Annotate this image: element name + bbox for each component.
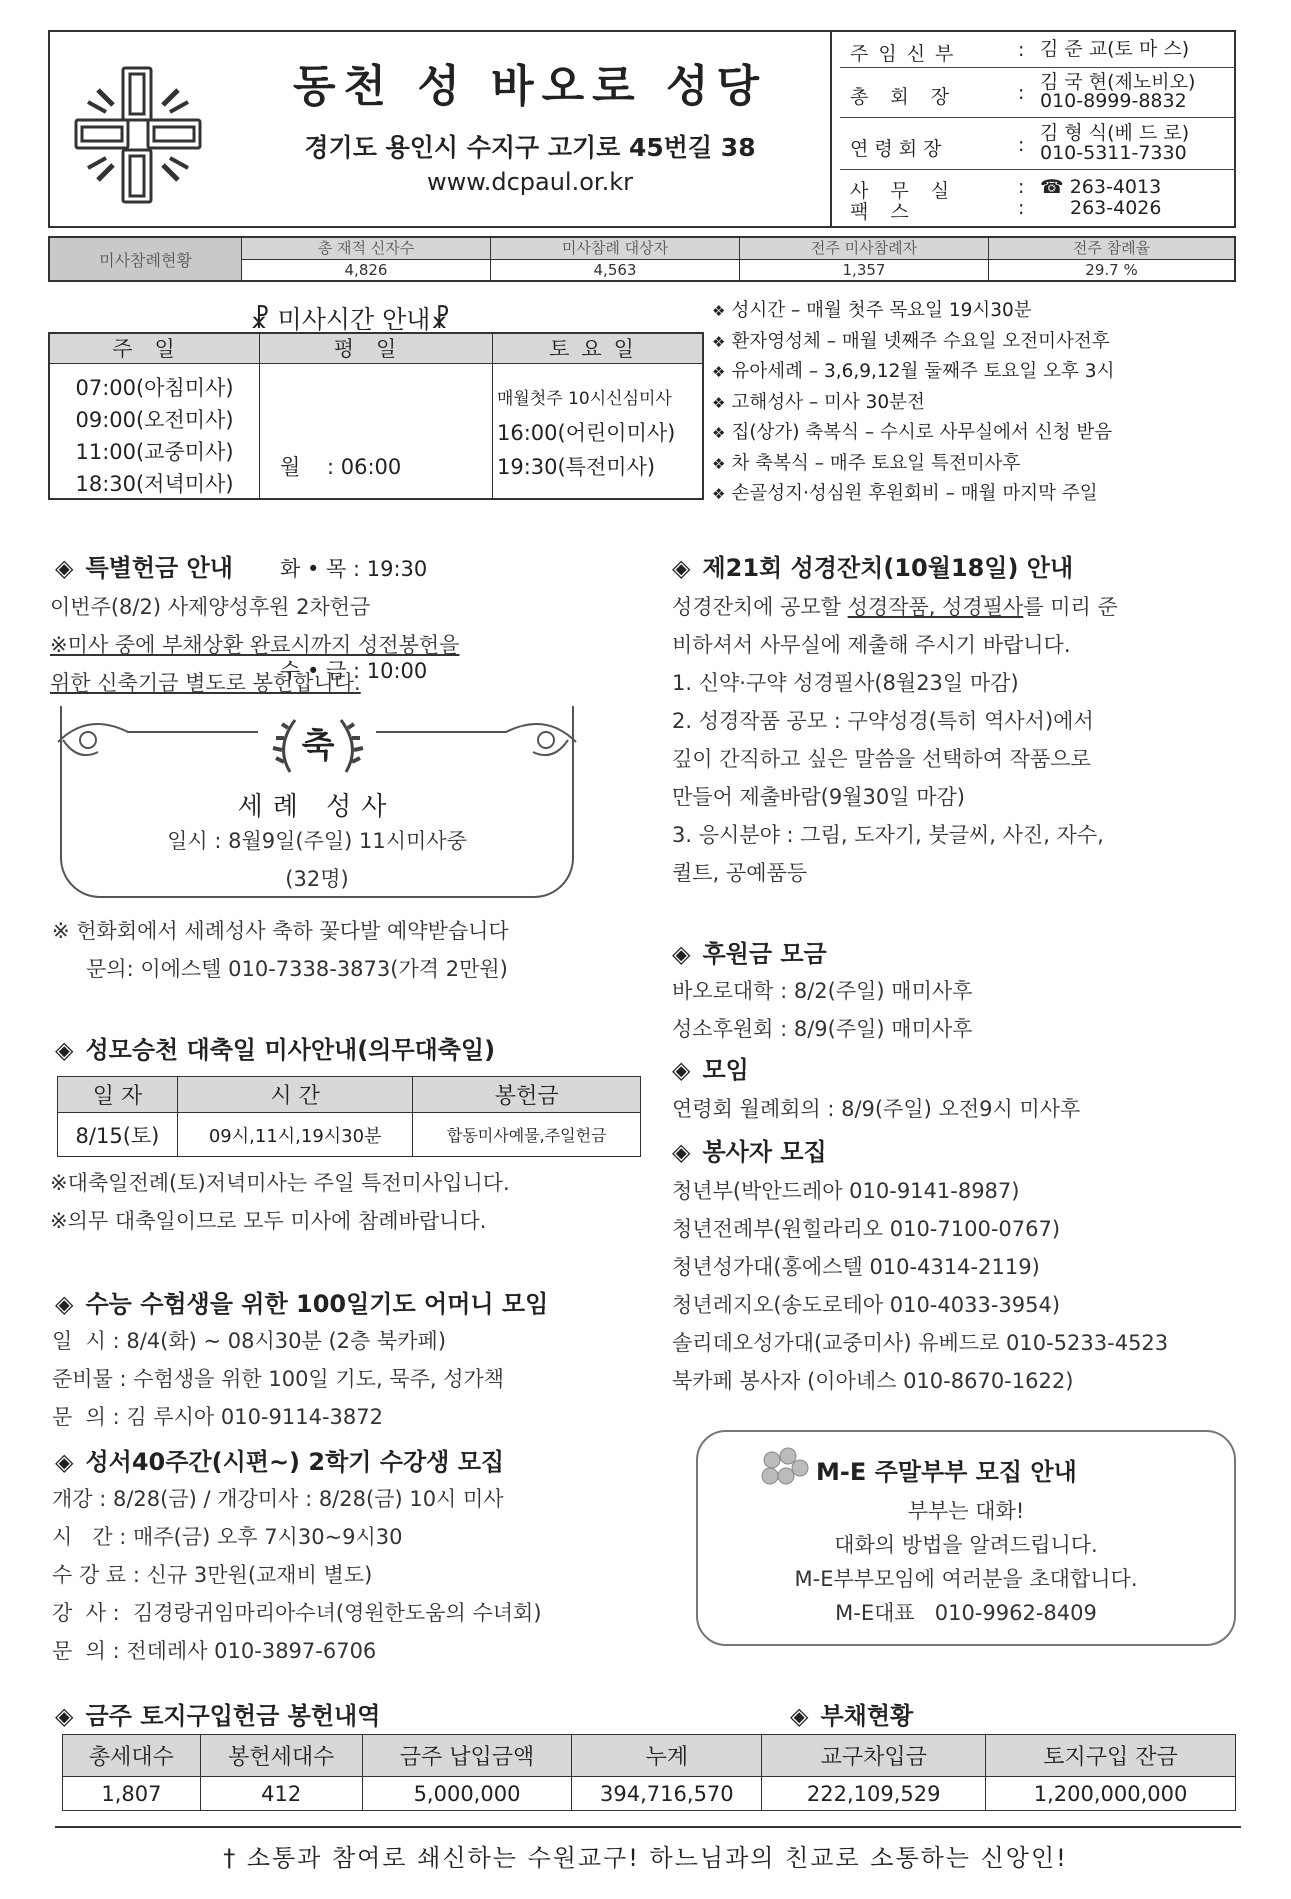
table-header: 누계 [572, 1735, 762, 1777]
office-phone: ☎ 263-4013 [1040, 176, 1162, 198]
donation-heading: ◈ 후원금 모금 [672, 940, 827, 968]
diamond-icon: ◈ [672, 554, 691, 582]
me-weekend-line: M-E부부모임에 여러분을 초대합니다. [794, 1567, 1138, 1591]
staff-value: 김 준 교(토 마 스) [1040, 38, 1190, 60]
volunteer-item: 청년전례부(원힐라리오 010-7100-0767) [672, 1217, 1061, 1241]
attendance-col-last-week: 전주 미사참례자 1,357 [740, 238, 989, 280]
attendance-table [48, 236, 1236, 282]
donation-line: 바오로대학 : 8/2(주일) 매미사후 [672, 979, 973, 1003]
bible-festival-line: 깊이 간직하고 싶은 말씀을 선택하여 작품으로 [672, 747, 1091, 771]
baptism-contact: 문의: 이에스텔 010-7338-3873(가격 2만원) [86, 957, 508, 981]
meetings-heading: ◈ 모임 [672, 1056, 749, 1084]
assumption-note: ※대축일전례(토)저녁미사는 주일 특전미사입니다. [50, 1171, 510, 1195]
diamond-icon: ◈ [55, 554, 74, 582]
table-header: 교구차입금 [762, 1735, 986, 1777]
diamond-icon: ◈ [672, 940, 691, 968]
baptism-count: (32명) [285, 867, 349, 891]
bible-festival-line: 비하셔서 사무실에 제출해 주시기 바랍니다. [672, 633, 1071, 657]
list-item: ❖ 성시간 – 매월 첫주 목요일 19시30분 [712, 300, 1032, 321]
bible-festival-line: 1. 신약·구약 성경필사(8월23일 마감) [672, 671, 1019, 695]
bible-festival-line: 만들어 제출바람(9월30일 마감) [672, 785, 965, 809]
offering-table [62, 1734, 1236, 1811]
mothers-prayer-heading: ◈ 수능 수험생을 위한 100일기도 어머니 모임 [55, 1290, 549, 1318]
volunteer-item: 청년레지오(송도로테아 010-4033-3954) [672, 1293, 1061, 1317]
flower-icon [758, 1446, 812, 1488]
baptism-datetime: 일시 : 8월9일(주일) 11시미사중 [167, 829, 467, 853]
debt-heading: ◈ 부채현황 [790, 1702, 914, 1730]
staff-directory [840, 32, 1236, 226]
list-item: ❖ 차 축복식 – 매주 토요일 특전미사후 [712, 452, 1021, 474]
table-header: 봉헌금 [413, 1077, 641, 1113]
attendance-col-eligible: 미사참례 대상자 4,563 [491, 238, 740, 280]
staff-role: 팩스 [850, 201, 931, 223]
celebration-badge: 축 [301, 726, 335, 766]
diamond-icon: ◈ [790, 1702, 809, 1730]
special-offering-note: 위한 신축기금 별도로 봉헌합니다. [50, 671, 361, 695]
assumption-note: ※의무 대축일이므로 모두 미사에 참례바랍니다. [50, 1209, 487, 1233]
attendance-col-rate: 전주 참례율 29.7 % [989, 238, 1234, 280]
church-website-link[interactable]: www.dcpaul.or.kr [427, 168, 633, 196]
volunteer-item: 청년성가대(홍에스텔 010-4314-2119) [672, 1255, 1040, 1279]
mothers-prayer-line: 준비물 : 수험생을 위한 100일 기도, 묵주, 성가책 [52, 1367, 505, 1391]
footer-divider [55, 1826, 1241, 1828]
diamond-icon: ◈ [55, 1290, 74, 1318]
bullet-icon: ❖ [712, 363, 726, 381]
attendance-col-registered: 총 재적 신자수 4,826 [242, 238, 491, 280]
special-offering-heading: ◈ 특별헌금 안내 [55, 554, 233, 582]
staff-value: 김 국 현(제노비오) [1040, 71, 1196, 93]
bible-festival-line: 2. 성경작품 공모 : 구약성경(특히 역사서)에서 [672, 709, 1094, 733]
me-weekend-line: 부부는 대화! [907, 1499, 1025, 1523]
staff-row-funeral-president: 연령회장 : 김 형 식(베 드 로) 010-5311-7330 [840, 118, 1236, 170]
attendance-label: 미사참례현황 [50, 238, 242, 280]
diamond-icon: ◈ [672, 1138, 691, 1166]
staff-row-pastor: 주임신부 : 김 준 교(토 마 스) [840, 32, 1236, 68]
land-offering-heading: ◈ 금주 토지구입헌금 봉헌내역 [55, 1702, 381, 1730]
bullet-icon: ❖ [712, 302, 726, 320]
volunteer-item: 북카페 봉사자 (이아녜스 010-8670-1622) [672, 1369, 1074, 1393]
mass-schedule-title: ☧ 미사시간 안내☧ [250, 305, 450, 334]
diamond-icon: ◈ [55, 1448, 74, 1476]
bible-festival-intro: 성경잔치에 공모할 성경작품, 성경필사를 미리 준 [672, 595, 1118, 619]
bullet-icon: ❖ [712, 485, 726, 503]
me-weekend-line: 대화의 방법을 알려드립니다. [834, 1533, 1098, 1557]
staff-row-president: 총회장 : 김 국 현(제노비오) 010-8999-8832 [840, 68, 1236, 118]
diocese-slogan: † 소통과 참여로 쇄신하는 수원교구! 하느님과의 친교로 소통하는 신앙인! [223, 1844, 1068, 1872]
bullet-icon: ❖ [712, 393, 726, 412]
table-row: 8/15(토) 09시,11시,19시30분 합동미사예물,주일헌금 [58, 1113, 641, 1157]
baptism-title: 세례 성사 [237, 792, 397, 822]
parish-notice-list [712, 296, 1242, 510]
cross-logo-icon [68, 60, 208, 210]
special-offering-line: 이번주(8/2) 사제양성후원 2차헌금 [50, 595, 371, 619]
diamond-icon: ◈ [55, 1036, 74, 1064]
church-name: 동천 성 바오로 성당 [293, 61, 767, 112]
table-header: 금주 납입금액 [362, 1735, 572, 1777]
assumption-table [57, 1076, 641, 1157]
bible-study-line: 강 사 : 김경랑귀임마리아수녀(영원한도움의 수녀회) [52, 1601, 542, 1625]
bullet-icon: ❖ [712, 332, 726, 351]
staff-role: 연령회장 [850, 138, 948, 160]
staff-value: 김 형 식(베 드 로) [1040, 122, 1190, 144]
bullet-icon: ❖ [712, 454, 726, 473]
staff-phone: 010-8999-8832 [1040, 90, 1187, 112]
mothers-prayer-line: 문 의 : 김 루시아 010-9114-3872 [52, 1405, 383, 1429]
mass-col-saturday: 토요일 매월첫주 10시신심미사 16:00(어린이미사) 19:30(특전미사) [493, 334, 702, 498]
baptism-note: ※ 헌화회에서 세례성사 축하 꽃다발 예약받습니다 [52, 919, 509, 943]
me-weekend-title: M-E 주말부부 모집 안내 [816, 1458, 1077, 1486]
bible-festival-heading: ◈ 제21회 성경잔치(10월18일) 안내 [672, 554, 1074, 582]
fax-number: 263-4026 [1070, 197, 1162, 219]
volunteer-item: 청년부(박안드레아 010-9141-8987) [672, 1179, 1020, 1203]
table-header: 일 자 [58, 1077, 178, 1113]
table-header: 봉헌세대수 [200, 1735, 362, 1777]
bible-study-line: 수 강 료 : 신규 3만원(교재비 별도) [52, 1563, 373, 1587]
table-header: 총세대수 [63, 1735, 201, 1777]
staff-role: 주임신부 [850, 43, 964, 65]
special-offering-note: ※미사 중에 부채상환 완료시까지 성전봉헌을 [50, 633, 460, 657]
me-weekend-contact: M-E대표 010-9962-8409 [835, 1601, 1097, 1625]
list-item: ❖ 집(상가) 축복식 – 수시로 사무실에서 신청 받음 [712, 422, 1113, 443]
bible-festival-line: 3. 응시분야 : 그림, 도자기, 붓글씨, 사진, 자수, [672, 823, 1104, 847]
volunteer-item: 솔리데오성가대(교중미사) 유베드로 010-5233-4523 [672, 1331, 1169, 1355]
meetings-line: 연령회 월례회의 : 8/9(주일) 오전9시 미사후 [672, 1097, 1081, 1121]
mass-col-sunday: 주일 07:00(아침미사) 09:00(오전미사) 11:00(교중미사) 18:30(저녁미사) [50, 334, 260, 498]
bible-study-heading: ◈ 성서40주간(시편~) 2학기 수강생 모집 [55, 1448, 505, 1476]
list-item: ❖ 손골성지·성심원 후원회비 – 매월 마지막 주일 [712, 483, 1098, 504]
diamond-icon: ◈ [672, 1056, 691, 1084]
staff-role: 총회장 [850, 86, 972, 108]
diamond-icon: ◈ [55, 1702, 74, 1730]
list-item: ❖ 고해성사 – 미사 30분전 [712, 391, 925, 413]
volunteers-heading: ◈ 봉사자 모집 [672, 1138, 827, 1166]
bible-study-line: 개강 : 8/28(금) / 개강미사 : 8/28(금) 10시 미사 [52, 1487, 504, 1511]
church-address: 경기도 용인시 수지구 고기로 45번길 38 [304, 133, 756, 162]
staff-role: 사무실 [850, 180, 972, 202]
bible-festival-line: 퀼트, 공예품등 [672, 861, 808, 885]
bible-study-line: 문 의 : 전데레사 010-3897-6706 [52, 1639, 377, 1663]
table-header: 시 간 [177, 1077, 413, 1113]
mass-col-weekday: 평일 월 : 06:00 화 • 목 : 19:30 수 • 금 : 10:00 [260, 334, 493, 498]
assumption-heading: ◈ 성모승천 대축일 미사안내(의무대축일) [55, 1036, 496, 1064]
mothers-prayer-line: 일 시 : 8/4(화) ~ 08시30분 (2층 북카페) [52, 1329, 447, 1353]
table-header: 토지구입 잔금 [986, 1735, 1236, 1777]
staff-row-office: 사무실 : ☎ 263-4013 팩스 : 263-4026 [850, 176, 1162, 223]
donation-line: 성소후원회 : 8/9(주일) 매미사후 [672, 1017, 973, 1041]
list-item: ❖ 환자영성체 – 매월 넷째주 수요일 오전미사전후 [712, 330, 1110, 352]
bulletin-header [48, 30, 1236, 228]
list-item: ❖ 유아세례 – 3,6,9,12월 둘째주 토요일 오후 3시 [712, 361, 1115, 382]
bullet-icon: ❖ [712, 424, 726, 442]
staff-phone: 010-5311-7330 [1040, 142, 1187, 164]
table-row: 1,807 412 5,000,000 394,716,570 222,109,529 1,200,000,000 [63, 1777, 1236, 1811]
bible-study-line: 시 간 : 매주(금) 오후 7시30~9시30 [52, 1525, 403, 1549]
